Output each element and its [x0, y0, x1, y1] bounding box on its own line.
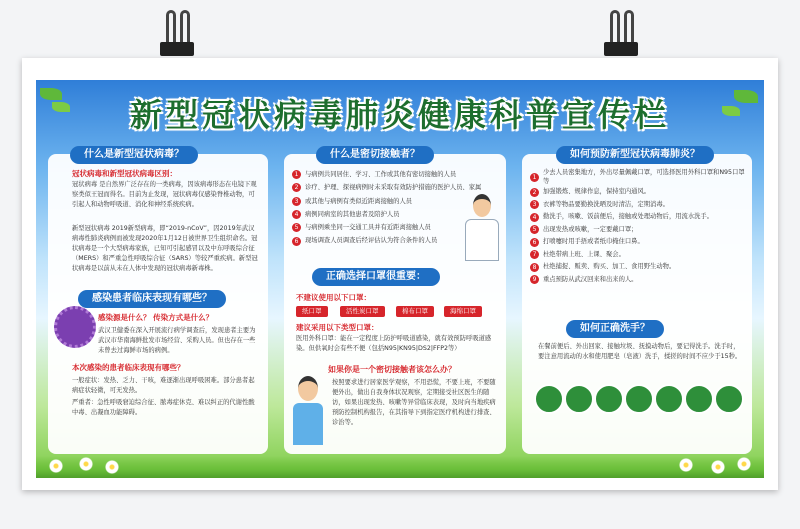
paragraph-severe-symptoms: 严重者：急性呼吸窘迫综合征、脓毒症休克、难以纠正的代谢性酸中毒、出凝血功能障碍。 [72, 399, 255, 416]
binder-clip-left [160, 8, 194, 56]
handwash-step-icon [564, 384, 594, 414]
list-item: 3 衣裤等物品要勤换洗晒及时清洁，定期消毒。 [530, 199, 746, 212]
middle-panel [284, 149, 506, 454]
mask-tag-activated-carbon: 活性炭口罩 [340, 306, 385, 317]
nurse-illustration [288, 376, 328, 446]
paragraph-novel-coronavirus: 新型冠状病毒 2019新型病毒，即“2019-nCoV”，因2019年武汉病毒性肺炎病例而被发现2020年1月12日被世界卫生组织命名。冠状病毒是一个大型病毒家族，已知可引起感冒以及中东呼吸综合征（MERS）和严重急性呼吸综合征（SARS）等较严重疾病。新型冠状病毒是以前从未在人体中发现的冠状病毒新毒株。 [72, 225, 258, 272]
handwash-step-icon [624, 384, 654, 414]
heading-hand-washing: 如何正确洗手？ [566, 320, 664, 338]
subheading-virus-difference: 冠状病毒和新型冠状病毒区别： [72, 169, 177, 178]
right-panel [522, 149, 752, 454]
poster-banner [36, 80, 764, 478]
heading-what-is-virus: 什么是新型冠状病毒？ [70, 146, 198, 164]
mask-tag-cotton: 棉布口罩 [396, 306, 434, 317]
handwash-step-icon [714, 384, 744, 414]
subheading-clinical-presentation: 本次感染的患者临床表现有哪些？ [72, 363, 185, 372]
list-item: 2 加强锻炼、规律作息，保持室内通风。 [530, 186, 746, 199]
list-item: 2 诊疗、护理、探视病例时未采取有效防护措施的医护人员、家属 [292, 181, 502, 194]
poster-title: 新型冠状病毒肺炎健康科普宣传栏 [129, 96, 670, 134]
leaf-decoration [734, 90, 758, 103]
list-item: 5 与病例乘坐同一交通工具并有近距离接触人员 [292, 221, 502, 234]
label-recommended: 建议采用以下类型口罩： [296, 323, 379, 332]
paragraph-infection-source: 武汉卫健委在深入开展流行病学调查后，发现患者主要为武汉市华南海鲜批发市场经营、采购人员。但也存在一些未曾去过海鲜市场的病例。 [98, 327, 256, 354]
list-item: 4 病例同病室的其他患者及陪护人员 [292, 208, 502, 221]
binder-clip-right [604, 8, 638, 56]
leaf-decoration [40, 88, 62, 100]
paragraph-coronavirus: 冠状病毒 是自然界广泛存在的一类病毒，因该病毒形态在电镜下观察类似王冠而得名。目前为止发现，冠状病毒仅感染脊椎动物，可引起人和动物呼吸道、消化和神经系统疾病。 [72, 181, 257, 208]
list-item: 6 打喷嚏时用手捂或者纸巾掩住口鼻。 [530, 236, 746, 249]
leaf-decoration [722, 106, 740, 116]
prevention-list [530, 168, 746, 286]
list-item: 3 或其他与病例有类似近距离接触的人员 [292, 195, 502, 208]
list-item: 9 重点预防从武汉回来和出来的人。 [530, 274, 746, 287]
list-item: 4 勤洗手，咳嗽、饭前便后，接触或处理动物后，用流水洗手。 [530, 211, 746, 224]
leaf-decoration [52, 102, 70, 112]
virus-icon [54, 306, 96, 348]
heading-mask-choice: 正确选择口罩很重要： [312, 268, 440, 286]
list-item: 6 现场调查人员调查后经评估认为符合条件的人员 [292, 234, 502, 247]
subheading-infection-source: 感染源是什么？ 传染方式是什么？ [98, 313, 214, 322]
paragraph-general-symptoms: 一般症状：发热、乏力、干咳，难逐渐出现呼吸困难。部分患者起病症状轻微，可无发热。 [72, 377, 255, 394]
handwash-step-icon [684, 384, 714, 414]
handwash-step-icon [654, 384, 684, 414]
heading-close-contact: 什么是密切接触者？ [316, 146, 434, 164]
heading-clinical-symptoms: 感染患者临床表现有哪些？ [78, 290, 226, 308]
list-item: 5 出现发热或咳嗽，一定要戴口罩； [530, 224, 746, 237]
grass-decoration [36, 456, 764, 478]
paragraph-close-contact-action: 按照要求进行居家医学观察，不用恐慌，不要上班，不要随便外出，做出自我身体状况观察，定期接受社区医生的随访，如果出现发热、咳嗽等异常临床表现，及时向当地疾病预防控制机构报告，在其指导下到指定医疗机构进行排查、诊治等。 [332, 379, 496, 426]
list-item: 8 杜绝捕捉、贩卖、购买、加工、食用野生动物。 [530, 261, 746, 274]
heading-if-close-contact: 如果你是一个密切接触者该怎么办？ [328, 365, 456, 374]
list-item: 1 与病例共同居住、学习、工作或其他有密切接触的人员 [292, 168, 502, 181]
handwash-step-icon [534, 384, 564, 414]
left-panel [48, 149, 268, 454]
label-not-recommended: 不建议使用以下口罩： [296, 293, 371, 302]
list-item: 1 少去人员密集地方，外出尽量佩戴口罩，可选择医用外科口罩和N95口罩等 [530, 168, 746, 186]
doctor-illustration [462, 194, 502, 260]
daisy-flowers-right [674, 456, 754, 474]
daisy-flowers-left [46, 456, 126, 474]
handwash-step-icon [594, 384, 624, 414]
list-item: 7 杜绝带病上班、上课、聚会。 [530, 249, 746, 262]
paragraph-surgical-mask: 医用外科口罩：能在一定程度上防护呼吸道感染，就有效预防呼吸道感染。但供氧时会有些不便（包括N95|KN95|DS2|FFP2等） [296, 335, 492, 352]
mask-tag-sponge: 海绵口罩 [444, 306, 482, 317]
mask-tag-paper: 纸口罩 [296, 306, 328, 317]
heading-prevention: 如何预防新型冠状病毒肺炎？ [556, 146, 714, 164]
paragraph-hand-washing: 在餐前便后、外出回家、接触垃圾、抚摸动物后，要记得洗手。洗手时，要注意用流动的水和使用肥皂（皂液）洗手，揉搓的时间不应少于15秒。 [538, 343, 742, 360]
